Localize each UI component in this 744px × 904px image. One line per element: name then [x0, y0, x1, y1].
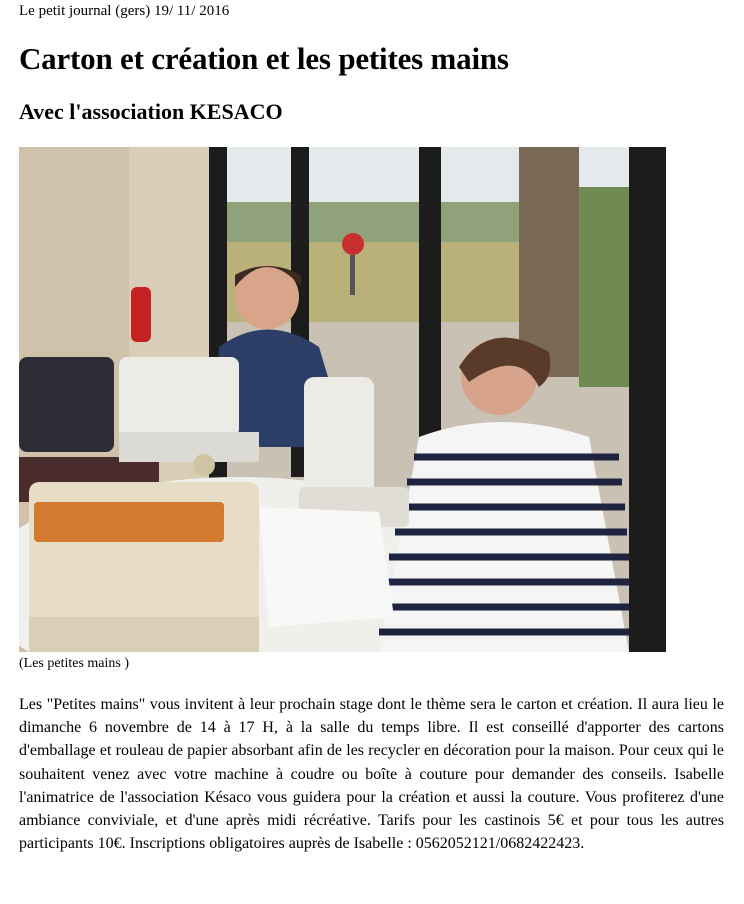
photo-caption: (Les petites mains ) — [19, 656, 130, 671]
article-photo — [19, 147, 666, 652]
article-body: Les "Petites mains" vous invitent à leur prochain stage dont le thème sera le carton et création. Il aura lieu le dimanche 6 novembre de 14 à 17 H, à la salle du temps libre. Il est conseillé d'apporter des cartons d'emballage et rouleau de papier absorbant afin de les recycler en décoration pour la maison. Pour ceux qui le souhaitent venez avec votre machine à coudre ou boîte à couture pour demander des conseils. Isabelle l'animatrice de l'association Késaco vous guidera pour la création et aussi la couture. Vous profiterez d'une ambiance conviviale, et d'une après midi récréative. Tarifs pour les castinois 5€ et pour tous les autres participants 10€. Inscriptions obligatoires auprès de Isabelle : 0562052121/0682422423. — [19, 696, 724, 853]
article-subtitle: Avec l'association KESACO — [19, 99, 283, 124]
sewing-workshop-photo — [19, 147, 666, 652]
article-title: Carton et création et les petites mains — [19, 41, 509, 76]
source-line: Le petit journal (gers) 19/ 11/ 2016 — [19, 3, 230, 19]
